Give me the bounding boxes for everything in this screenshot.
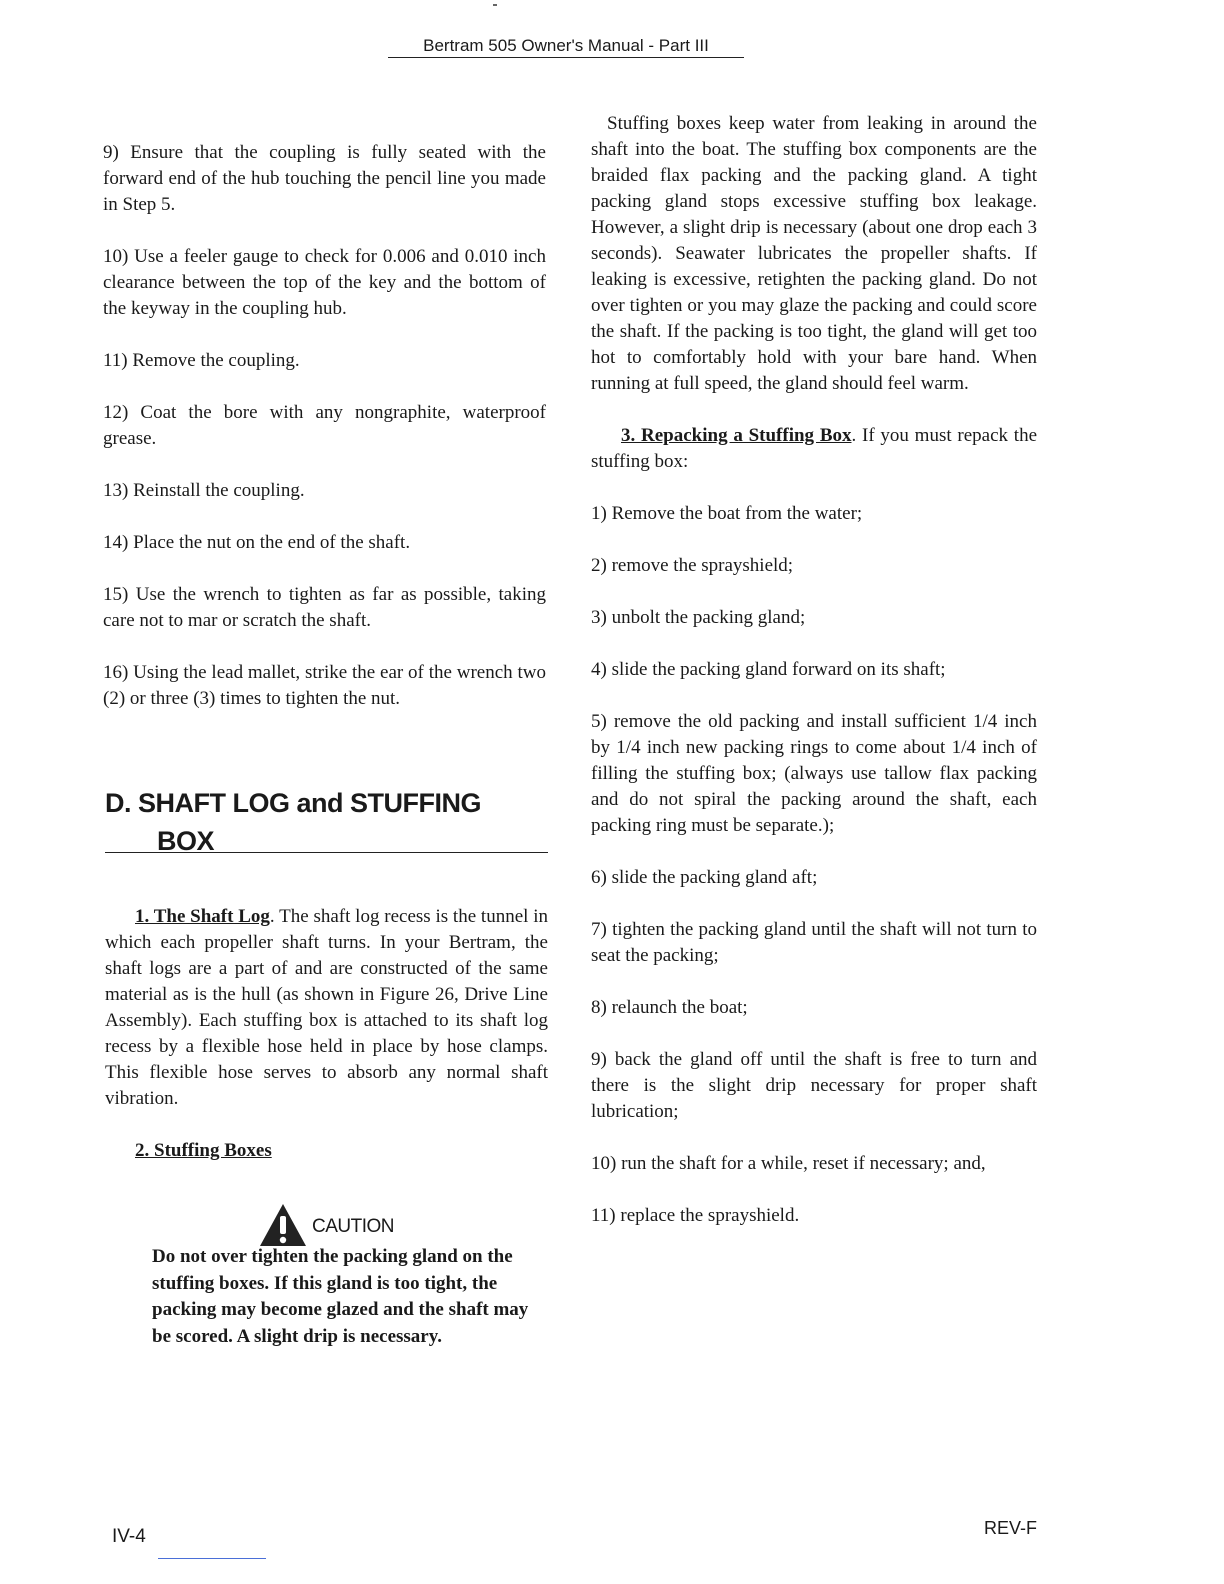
step-13: 13) Reinstall the coupling. [103,480,305,501]
repacking-paragraph [591,423,1037,475]
step-16: 16) Using the lead mallet, strike the ear of the wrench two (2) or three (3) times to tighten the nut. [103,662,546,709]
repack-step-2: 2) remove the sprayshield; [591,555,794,576]
scan-mark [493,4,497,6]
repack-step-10: 10) run the shaft for a while, reset if necessary; and, [591,1153,986,1174]
shaft-log-text: . The shaft log recess is the tunnel in which each propeller shaft turns. In your Bertram, the shaft logs are a part of and are constructed of the same material as is the hull (as shown in Figure 26, Drive Line Assembly). Each stuffing box is attached to its shaft log recess by a flexible hose held in place by hose clamps. This flexible hose serves to absorb any normal shaft vibration. [105,906,548,1109]
step-14: 14) Place the nut on the end of the shaft. [103,532,411,553]
step-11: 11) Remove the coupling. [103,350,300,371]
section-title-line1: D. SHAFT LOG and STUFFING [105,788,481,818]
step-12: 12) Coat the bore with any nongraphite, waterproof grease. [103,402,546,449]
step-15: 15) Use the wrench to tighten as far as possible, taking care not to mar or scratch the shaft. [103,584,546,631]
left-column [103,140,546,738]
page-header: Bertram 505 Owner's Manual - Part III [388,36,744,58]
footer-rule [158,1558,266,1559]
repack-step-11: 11) replace the sprayshield. [591,1205,800,1226]
repack-step-4: 4) slide the packing gland forward on its shaft; [591,659,946,680]
section-divider [105,852,548,853]
stuffing-boxes-heading: 2. Stuffing Boxes [135,1140,272,1161]
repacking-heading: 3. Repacking a Stuffing Box [621,425,852,446]
caution-text: Do not over tighten the packing gland on the stuffing boxes. If this gland is too tight, the packing may become glazed and the shaft may be scored. A slight drip is necessary. [152,1246,529,1347]
section-body [105,904,548,1190]
shaft-log-paragraph [105,904,548,1112]
section-title-line2: BOX [157,826,215,856]
page-number: IV-4 [112,1526,146,1547]
right-column [591,111,1037,1255]
shaft-log-heading: 1. The Shaft Log [135,906,270,927]
repack-step-8: 8) relaunch the boat; [591,997,748,1018]
step-10: 10) Use a feeler gauge to check for 0.006 and 0.010 inch clearance between the top of the key and the bottom of the keyway in the coupling hub. [103,246,546,319]
repack-step-9: 9) back the gland off until the shaft is free to turn and there is the slight drip necessary for proper shaft lubrication; [591,1049,1037,1122]
warning-icon [258,1202,308,1248]
caution-banner [258,1198,394,1248]
repack-step-3: 3) unbolt the packing gland; [591,607,806,628]
stuffing-box-intro: Stuffing boxes keep water from leaking in around the shaft into the boat. The stuffing box components are the braided flax packing and the packing gland. A tight packing gland stops excessive stuffing box leakage. However, a slight drip is necessary (about one drop each 3 seconds). Seawater lubricates the propeller shafts. If leaking is excessive, retighten the packing gland. Do not over tighten or you may glaze the packing and could score the shaft. If the packing is too tight, the gland will get too hot to comfortably hold with your bare hand. When running at full speed, the gland should feel warm. [591,113,1037,394]
repacking-intro: . If you must repack the stuffing box: [591,425,1037,472]
stuffing-boxes-subheading [105,1138,548,1164]
step-9: 9) Ensure that the coupling is fully seated with the forward end of the hub touching the pencil line you made in Step 5. [103,142,546,215]
repack-step-1: 1) Remove the boat from the water; [591,503,863,524]
repack-step-6: 6) slide the packing gland aft; [591,867,818,888]
caution-label: CAUTION [312,1216,394,1237]
repack-step-7: 7) tighten the packing gland until the shaft will not turn to seat the packing; [591,919,1037,966]
section-heading [105,784,548,860]
revision-label: REV-F [984,1518,1038,1538]
repack-step-5: 5) remove the old packing and install sufficient 1/4 inch by 1/4 inch new packing rings to come about 1/4 inch of filling the stuffing box; (always use tallow flax packing and do not spiral the packing around the shaft, each packing ring must be separate.); [591,711,1037,836]
